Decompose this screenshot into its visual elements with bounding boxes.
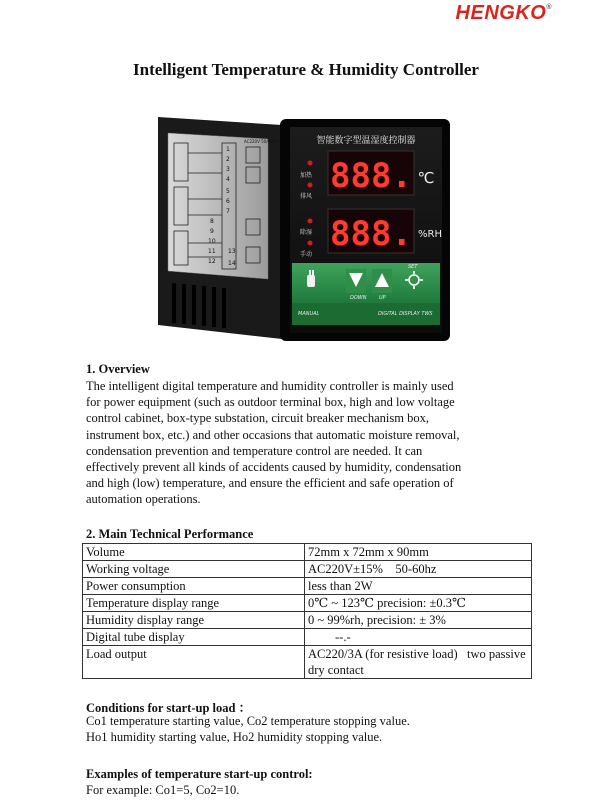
spec-key: Temperature display range [83,595,305,612]
overview-line: control cabinet, box-type substation, circuit breaker mechanism box, [86,411,429,426]
examples-line-1: For example: Co1=5, Co2=10. [86,783,240,797]
spec-key: Load output [83,646,305,679]
terminal-10: 10 [208,238,216,245]
terminal-4: 4 [226,176,230,183]
conditions-heading: Conditions for start-up load ： [86,701,252,715]
spec-value: less than 2W [305,578,532,595]
temp-display-value: 888. [330,156,412,196]
conditions-line-2: Ho1 humidity starting value, Ho2 humidity stopping value. [86,730,383,744]
table-row [83,595,532,612]
overview-line: The intelligent digital temperature and humidity controller is mainly used [86,379,454,393]
brand-name: HENGKO [455,2,547,24]
temp-unit: ℃ [417,169,435,187]
label-brand: DIGITAL DISPLAY TWS [378,311,433,317]
spec-value: --.- [305,629,532,646]
terminal-7: 7 [226,208,230,215]
terminal-1: 1 [226,146,230,153]
page-title: Intelligent Temperature & Humidity Controller [133,60,479,79]
tech-heading: 2. Main Technical Performance [86,527,254,541]
hum-unit: %RH [418,229,442,240]
manual-led [308,241,313,246]
spec-value: 0 ~ 99%rh, precision: ± 3% [305,612,532,629]
examples-heading: Examples of temperature start-up control: [86,767,313,781]
terminal-8: 8 [210,218,214,225]
heat-led [308,161,313,166]
registered-mark: ® [546,4,552,11]
label-down: DOWN [350,295,367,301]
indicator-dehumid: 除湿 [300,229,313,236]
device-chinese-title: 智能数字型温湿度控制器 [316,136,416,146]
spec-value: AC220/3A (for resistive load) two passive dry contact [305,646,532,679]
terminal-9: 9 [210,228,214,235]
dehumid-led [308,219,313,224]
spec-value: AC220V±15% 50-60hz [305,561,532,578]
overview-heading: 1. Overview [86,362,150,376]
table-row [83,544,532,561]
terminal-13: 13 [228,248,236,255]
spec-key: Humidity display range [83,612,305,629]
overview-line: instrument box, etc.) and other occasions that automatic moisture removal, [86,427,460,442]
terminal-11: 11 [208,248,216,255]
indicator-manual: 手动 [300,251,313,258]
label-set: SET [408,264,418,270]
table-row [83,646,532,679]
spec-value: 72mm x 72mm x 90mm [305,544,532,561]
hum-display-value: 888. [330,214,412,254]
terminal-2: 2 [226,156,230,163]
fan-led [308,183,313,188]
controller-device-image [150,103,460,353]
table-row [83,578,532,595]
overview-line: condensation prevention and temperature control are needed. It can [86,443,423,458]
brand-logo [456,2,552,25]
indicator-heat: 加热 [300,172,313,179]
spec-key: Power consumption [83,578,305,595]
label-manual: MANUAL [298,311,320,317]
label-up: UP [379,295,386,301]
spec-key: Digital tube display [83,629,305,646]
overview-paragraph [86,378,526,508]
spec-key: Working voltage [83,561,305,578]
spec-value: 0℃ ~ 123℃ precision: ±0.3℃ [305,595,532,612]
spec-key: Volume [83,544,305,561]
overview-line: and high (low) temperature, and ensure the efficient and safe operation of [86,476,454,491]
terminal-6: 6 [226,198,230,205]
wiring-note: AC220V 50/60Hz [244,139,278,144]
terminal-5: 5 [226,188,230,195]
terminal-14: 14 [228,260,236,267]
terminal-3: 3 [226,166,230,173]
table-row [83,561,532,578]
spec-table [82,543,532,679]
overview-line: for power equipment (such as outdoor terminal box, high and low voltage [86,395,455,410]
indicator-fan: 排风 [300,193,313,200]
terminal-12: 12 [208,258,216,265]
overview-line: automation operations. [86,492,201,507]
overview-line: effectively prevent all kinds of accidents caused by humidity, condensation [86,460,462,475]
table-row [83,629,532,646]
table-row [83,612,532,629]
conditions-line-1: Co1 temperature starting value, Co2 temperature stopping value. [86,714,410,728]
